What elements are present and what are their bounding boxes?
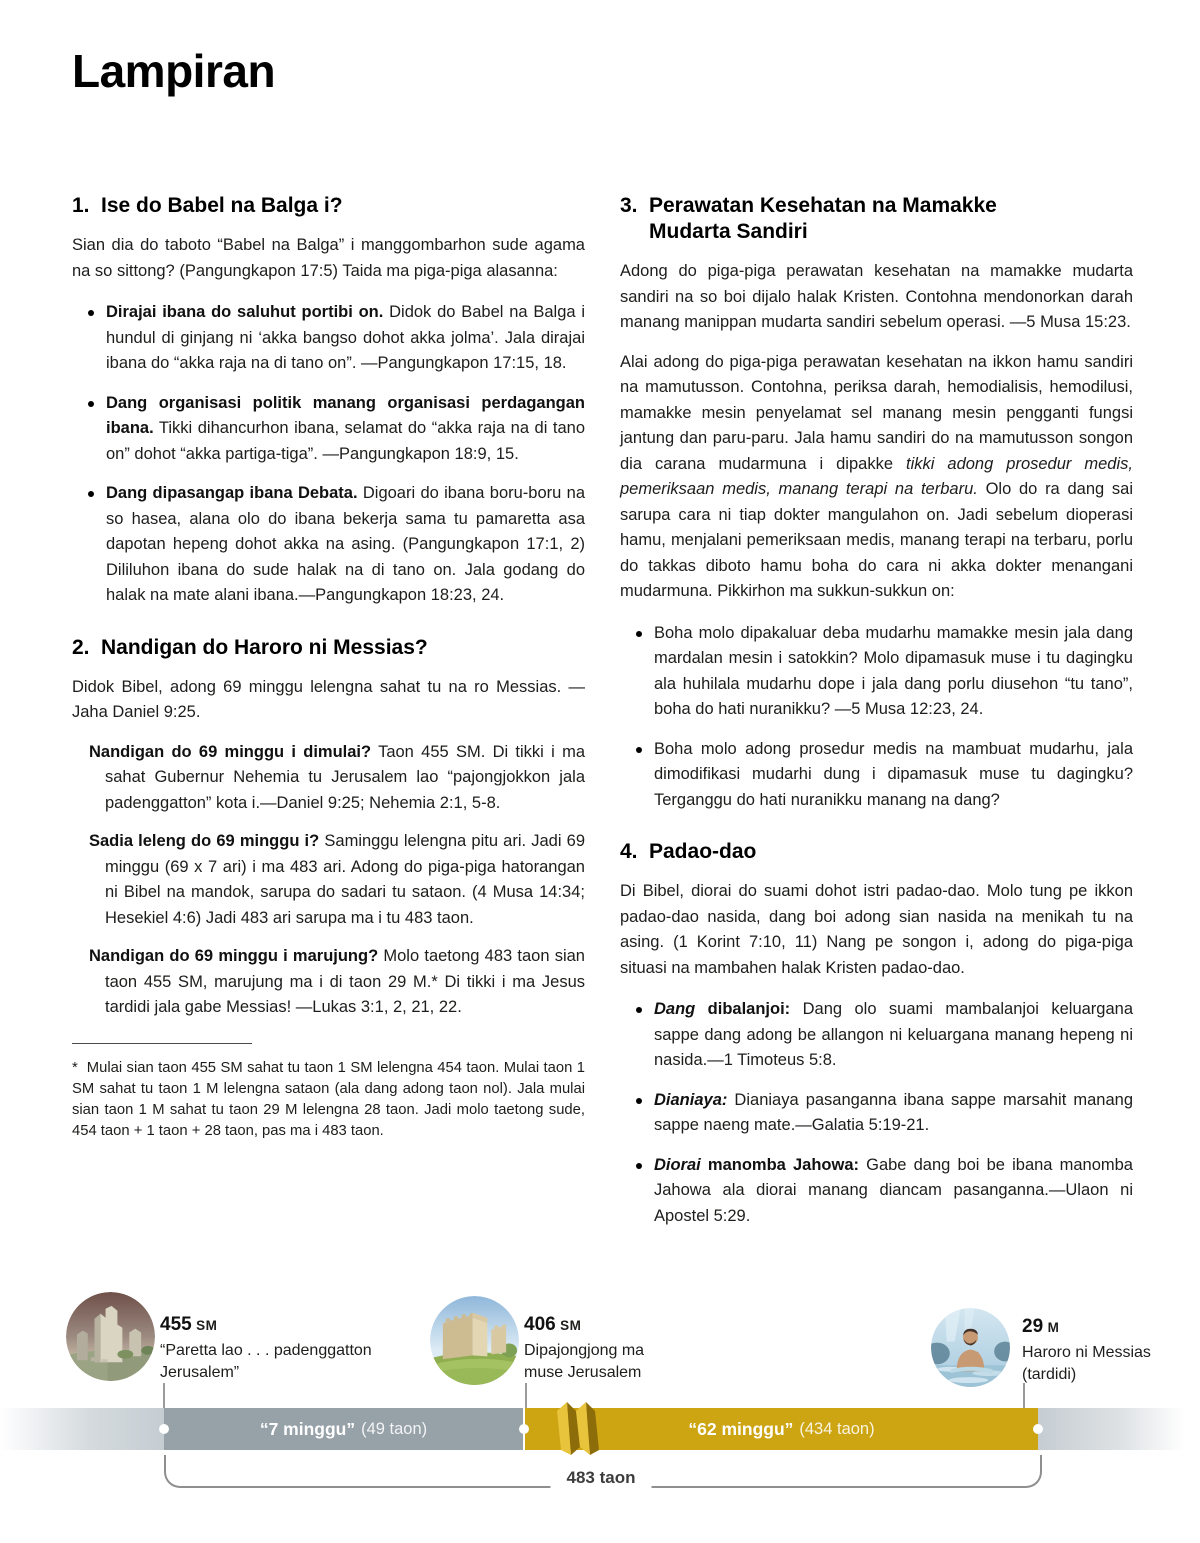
bullet-icon [636, 747, 642, 753]
section-4-heading [620, 839, 1133, 865]
event-era: M [1047, 1320, 1060, 1335]
list-item [72, 481, 585, 609]
right-column [620, 193, 1133, 1243]
qa-question: Nandigan do 69 minggu i dimulai? [89, 742, 372, 761]
timeline-point [159, 1424, 169, 1434]
footnote-text: Mulai sian taon 455 SM sahat tu taon 1 SM lelengna 454 taon. Mulai taon 1 SM sahat tu taon 1 M lelengna sataon (ala dang adong taon nol). Jala mulai sian taon 1 M sahat tu taon 29 M lelengna 28 taon. Jadi molo taetong sude, 454 taon + 1 taon + 28 taon, pas ma i 483 taon. [72, 1060, 585, 1139]
segment-detail: (49 taon) [361, 1419, 428, 1438]
section-4-intro: Di Bibel, diorai do suami dohot istri padao-dao. Molo tung pe ikkon padao-dao nasida, dang boi adong sian nasida na menikah tu na asing. (1 Korint 7:10, 11) Nang pe songon i, adong do piga-piga situasi na mambahen halak Kristen padao-dao. [620, 882, 1133, 977]
bullet-lead-italic: Dang [654, 1000, 696, 1018]
timeline-tick [163, 1383, 165, 1408]
timeline-segment-62-weeks [525, 1408, 1038, 1450]
timeline-event-455 [160, 1314, 375, 1384]
bullet-icon [636, 1007, 642, 1013]
segment-label: “62 minggu” [688, 1418, 794, 1439]
segment-label: “7 minggu” [259, 1418, 356, 1439]
list-item [620, 1088, 1133, 1139]
qa-question: Nandigan do 69 minggu i marujung? [89, 947, 379, 965]
list-item [620, 621, 1133, 723]
qa-question: Sadia leleng do 69 minggu i? [89, 832, 320, 850]
qa-answer: Saminggu lelengna pitu ari. Jadi 69 minggu (69 x 7 ari) i ma 483 ari. Adong do piga-piga hatorangan ni Bibel na mandok, sarupa do sadari tu sataon. (4 Musa 14:34; Hesekiel 4:6) Jadi 483 ari sarupa ma i tu 483 taon. [105, 832, 586, 927]
para-text: Olo do ra dang sai sarupa cara ni tiap dokter mangulahon on. Jadi sebelum dioperasi hamu, menjalani pemeriksaan medis, manang terapi na terbaru, porlu do takkas diboto hamu boha do cara ni akka dokter menangani mudarmuna. Pikkirhon ma sukkun-sukkun on: [620, 480, 1133, 600]
timeline-point [519, 1424, 529, 1434]
list-item [620, 997, 1133, 1074]
jerusalem-rebuilt-icon [430, 1296, 519, 1385]
footnote-divider [72, 1043, 252, 1044]
bullet-text: Boha molo adong prosedur medis na mambuat mudarhu, jala dimodifikasi mudarhi dung i dipamasuk muse tu dagingku? Terganggu do hati nuranikku manang na dang? [654, 739, 1133, 809]
total-span-label: 483 taon [551, 1467, 652, 1489]
section-4-bullet-list [620, 997, 1133, 1229]
bullet-text: Dang olo suami mambalanjoi keluargana sappe dang adong be allangon ni keluargana manang hepeng ni nasida.—1 Timoteus 5:8. [654, 1000, 1133, 1069]
jerusalem-ruins-icon [66, 1292, 155, 1381]
bullet-lead: Dirajai ibana do saluhut portibi on. [106, 303, 384, 321]
qa-answer: Taon 455 SM. Di tikki i ma sahat Gubernur Nehemia tu Jerusalem lao “pajongjokkon jala padenggatton” kota i.—Daniel 9:25; Nehemia 2:1, 5-8. [105, 742, 585, 812]
bullet-lead: manomba Jahowa: [700, 1155, 859, 1174]
timeline-break-icon [556, 1400, 600, 1458]
list-item [72, 300, 585, 377]
timeline-tick [1023, 1383, 1025, 1408]
bullet-icon [636, 631, 642, 637]
event-era: SM [196, 1318, 218, 1333]
bullet-lead: Dang organisasi politik manang organisasi perdagangan ibana. [106, 393, 585, 437]
footnote [72, 1058, 585, 1141]
section-number: 1. [72, 194, 90, 217]
bullet-text: Boha molo dipakaluar deba mudarhu mamakke mesin jala dang mardalan mesin i satokkin? Molo dipamasuk muse i tu dagingku ala huhilala mudarhu dope i jala dang porlu diusehon “tu tano”, boha do hati nuranikku? —5 Musa 12:23, 24. [654, 623, 1133, 718]
bullet-icon [636, 1098, 642, 1104]
section-1-bullet-list [72, 300, 585, 609]
bullet-lead-italic: Dianiaya: [654, 1090, 728, 1109]
bullet-icon [88, 401, 94, 407]
timeline-tick [525, 1383, 527, 1408]
event-year: 29 [1022, 1316, 1044, 1337]
page-title: Lampiran [72, 45, 276, 97]
bullet-text: Gabe dang boi be ibana manomba Jahowa ala diorai manang diancam pasanganna.—Ulaon ni Apostel 5:29. [654, 1155, 1133, 1225]
section-number: 4. [620, 840, 638, 863]
timeline-track-left [0, 1408, 164, 1450]
footnote-marker: * [72, 1060, 78, 1077]
qa-paragraph [72, 740, 585, 817]
section-3-heading [620, 193, 1133, 245]
bullet-text: Didok do Babel na Balga i hundul di ginjang ni ‘akka bangso dohot akka jolma’. Jala dirajai ibana do “akka raja na di tano on”. —Pangungkapon 17:15, 18. [106, 303, 585, 372]
section-1-heading [72, 193, 585, 219]
event-year: 455 [160, 1314, 192, 1335]
list-item [72, 391, 585, 468]
section-title: Padao-dao [649, 840, 757, 863]
section-2-heading [72, 635, 585, 661]
section-title: Ise do Babel na Balga i? [101, 194, 343, 217]
section-3-bullet-list [620, 621, 1133, 814]
baptism-icon [931, 1308, 1010, 1387]
bullet-lead-italic: Diorai [654, 1155, 701, 1174]
bullet-text: Digoari do ibana boru-boru na so hasea, alana olo do ibana bekerja sama tu pamaretta asa dapotan hepeng dohot akka na asing. (Pangungkapon 17:1, 2) Dililuhon ibana do sude halak na di tano on. Jala godang do halak na mate alani ibana.—Pangungkapon 18:23, 24. [106, 484, 585, 604]
timeline-event-29 [1022, 1316, 1187, 1386]
section-number: 2. [72, 635, 90, 659]
bullet-lead: Dang dipasangap ibana Debata. [106, 484, 358, 502]
qa-paragraph [72, 829, 585, 931]
list-item [620, 1153, 1133, 1230]
event-caption: Dipajongjong ma muse Jerusalem [524, 1342, 645, 1381]
qa-paragraph [72, 944, 585, 1021]
timeline-point [1033, 1424, 1043, 1434]
section-3-para-2 [620, 350, 1133, 605]
para-text: Alai adong do piga-piga perawatan kesehatan na ikkon hamu sandiri na mamutusson. Contohna, periksa darah, hemodialisis, hemodilusi, mamakke mesin penyelamat sel manang mesin pengganti fungsi jantung dan paru-paru. Jala hamu sandiri do na mamutusson songon dia carana mudarmuna i dipakke [620, 352, 1133, 473]
timeline-event-406 [524, 1314, 674, 1384]
qa-answer: Molo taetong 483 taon sian taon 455 SM, marujung ma i di taon 29 M.* Di tikki i ma Jesus tardidi jala gabe Messias! —Lukas 3:1, 2, 21, 22. [105, 947, 585, 1016]
section-number: 3. [620, 194, 638, 217]
event-caption: “Paretta lao . . . padenggatton Jerusalem” [160, 1342, 372, 1381]
section-title: Perawatan Kesehatan na Mamakke Mudarta Sandiri [649, 194, 997, 243]
section-title: Nandigan do Haroro ni Messias? [101, 635, 428, 659]
two-column-layout [72, 193, 1133, 1243]
section-1-intro: Sian dia do taboto “Babel na Balga” i manggombarhon sude agama na so sittong? (Pangungkapon 17:5) Taida ma piga-piga alasanna: [72, 236, 585, 280]
timeline-track-right [1038, 1408, 1185, 1450]
segment-detail: (434 taon) [799, 1419, 875, 1438]
section-2-intro: Didok Bibel, adong 69 minggu lelengna sahat tu na ro Messias. —Jaha Daniel 9:25. [72, 677, 585, 721]
timeline [0, 1283, 1200, 1543]
para-text-italic: tikki adong prosedur medis, pemeriksaan medis, manang terapi na terbaru. [620, 454, 1133, 498]
bullet-icon [636, 1163, 642, 1169]
bullet-text: Dianiaya pasanganna ibana sappe marsahit manang sappe naeng mate.—Galatia 5:19-21. [654, 1090, 1133, 1134]
bullet-lead: dibalanjoi: [695, 1000, 791, 1018]
bullet-icon [88, 310, 94, 316]
list-item [620, 737, 1133, 814]
section-3-para-1: Adong do piga-piga perawatan kesehatan na mamakke mudarta sandiri na so boi dijalo halak Kristen. Contohna mendonorkan darah manang manippan mudarta sandiri sebelum operasi. —5 Musa 15:23. [620, 262, 1133, 331]
event-caption: Haroro ni Messias (tardidi) [1022, 1344, 1151, 1383]
bullet-text: Tikki dihancurhon ibana, selamat do “akka raja na di tano on” dohot “akka partiga-tiga”. —Pangungkapon 18:9, 15. [106, 419, 585, 463]
timeline-segment-7-weeks [164, 1408, 523, 1450]
bullet-icon [88, 491, 94, 497]
event-year: 406 [524, 1314, 556, 1335]
event-era: SM [560, 1318, 582, 1333]
left-column [72, 193, 585, 1243]
